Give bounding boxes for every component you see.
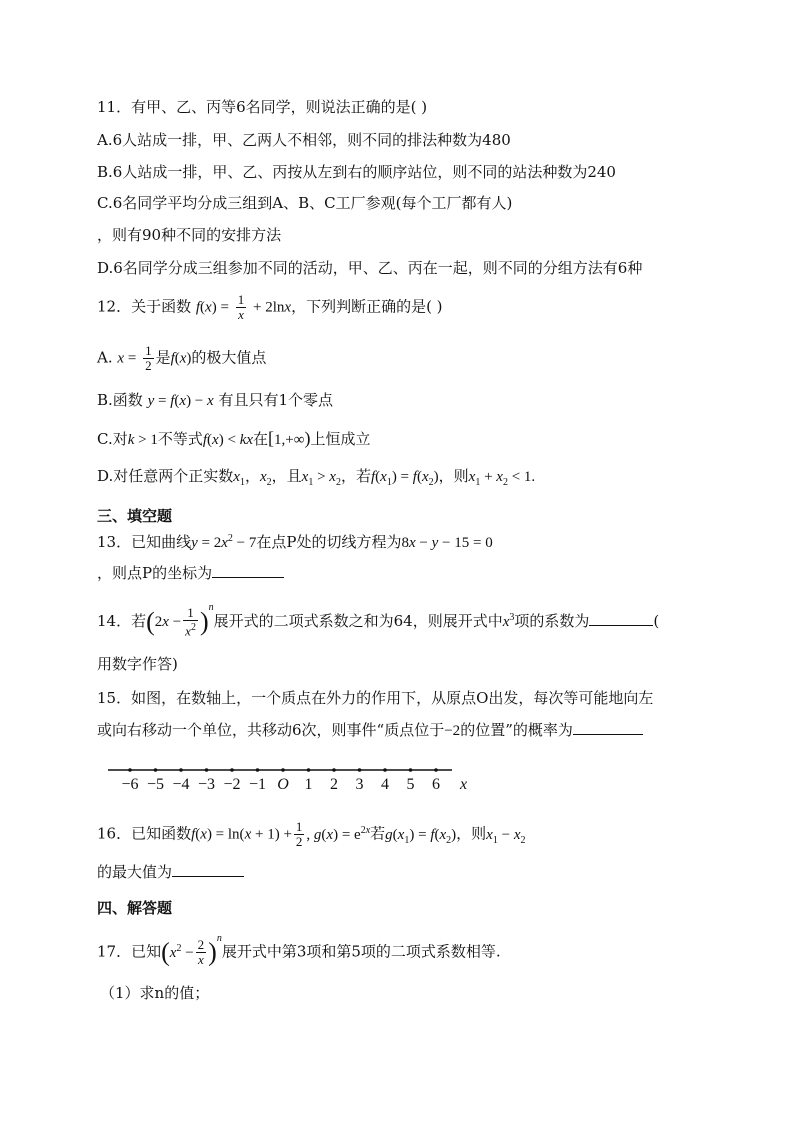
- answer-blank: [573, 720, 643, 735]
- number-line-label: 3: [355, 776, 364, 793]
- q12-option-c: C.对k > 1不等式f(x) < kx在[1,+∞)上恒成立: [97, 428, 371, 448]
- number-line-tick: [332, 768, 336, 772]
- number-line-label: 5: [406, 776, 415, 793]
- number-line-label: 4: [381, 776, 389, 793]
- number-line-label: 6: [432, 776, 440, 793]
- number-line-tick: [256, 768, 260, 772]
- q15-line2: 或向右移动一个单位，共移动6次，则事件“质点位于−2的位置”的概率为: [97, 720, 643, 741]
- number-line-label: 1: [304, 776, 313, 793]
- number-line-figure: [100, 758, 480, 794]
- q11-option-b: B.6人站成一排，甲、乙、丙按从左到右的顺序站位，则不同的站法种数为240: [97, 163, 616, 181]
- number-line-tick: [307, 768, 311, 772]
- q12-option-a: A. x = $\frac{1}{2}$ 是f(x)的极大值点: [97, 343, 267, 373]
- q15-line1: 15．如图，在数轴上，一个质点在外力的作用下，从原点O出发，每次等可能地向左: [97, 689, 654, 707]
- q12-stem: 12．关于函数 f(x) = $\frac{1}{x}$ + 2lnx，下列判断正确的是( ): [97, 292, 443, 322]
- number-line-tick: [434, 768, 438, 772]
- number-line-tick: [409, 768, 413, 772]
- number-line-label: −5: [146, 776, 165, 793]
- q11-option-a: A.6人站成一排，甲、乙两人不相邻，则不同的排法种数为480: [97, 131, 511, 149]
- q17-sub1: （1）求n的值；: [100, 984, 210, 1002]
- q12-option-d: D.对任意两个正实数$x_1$，$x_2$，且$x_1 > x_2$，若$f(x_1) = f(x_2)$，则$x_1 + x_2 < 1$.: [97, 467, 536, 488]
- number-line-tick: [128, 768, 132, 772]
- number-line-tick: [383, 768, 387, 772]
- number-line-tick: [154, 768, 158, 772]
- answer-blank: [589, 611, 653, 626]
- number-line-label: −3: [197, 776, 216, 793]
- number-line-label: x: [459, 776, 468, 793]
- q11-option-c-cont: ，则有90种不同的安排方法: [97, 226, 282, 244]
- section-solutions: 四、解答题: [97, 899, 173, 917]
- number-line-label: 2: [330, 776, 338, 793]
- fraction-1-over-x: $\frac{1}{x}$: [237, 292, 245, 322]
- q11-stem: 11．有甲、乙、丙等6名同学，则说法正确的是( ): [97, 98, 428, 116]
- answer-blank: [212, 563, 284, 578]
- number-line-tick: [205, 768, 209, 772]
- number-line-label: −6: [121, 776, 139, 793]
- answer-blank: [172, 862, 244, 877]
- q17-stem: 17．已知($x^2$ − $\frac{2}{x}$ )$^n$展开式中第3项和第5项的二项式系数相等.: [97, 932, 501, 967]
- q12-option-b: B.函数 y = f(x) − x 有且只有1个零点: [97, 391, 334, 409]
- q11-option-c: C.6名同学平均分成三组到A、B、C工厂参观(每个工厂都有人): [97, 194, 513, 212]
- q16-stem: 16．已知函数f(x) = ln(x + 1) + $\frac{1}{2}$ , $g(x) = e^{2x}$若$g(x_1) = f(x_2)$，则$x_1 - x_2$: [97, 819, 526, 849]
- q14-stem: 14．若(2x − $\frac{1}{x^2}$ )$^n$展开式的二项式系数之和为64，则展开式中$x^3$项的系数为 (: [97, 602, 660, 639]
- q13-stem: 13．已知曲线$y = 2x^2 - 7$在点P处的切线方程为8x − y − 15 = 0: [97, 533, 493, 551]
- number-line-label: −4: [172, 776, 190, 793]
- number-line-label: −2: [223, 776, 241, 793]
- q11-option-d: D.6名同学分成三组参加不同的活动，甲、乙、丙在一起，则不同的分组方法有6种: [97, 259, 643, 277]
- number-line-label: O: [277, 776, 289, 793]
- number-line-label: −1: [248, 776, 267, 793]
- number-line-tick: [358, 768, 362, 772]
- q14-line2: 用数字作答): [97, 655, 178, 673]
- section-fill-in: 三、填空题: [97, 507, 173, 525]
- q16-line2: 的最大值为: [97, 862, 244, 882]
- number-line-tick: [179, 768, 183, 772]
- number-line-tick: [281, 768, 285, 772]
- number-line-tick: [230, 768, 234, 772]
- q13-line2: ，则点P的坐标为: [97, 563, 284, 583]
